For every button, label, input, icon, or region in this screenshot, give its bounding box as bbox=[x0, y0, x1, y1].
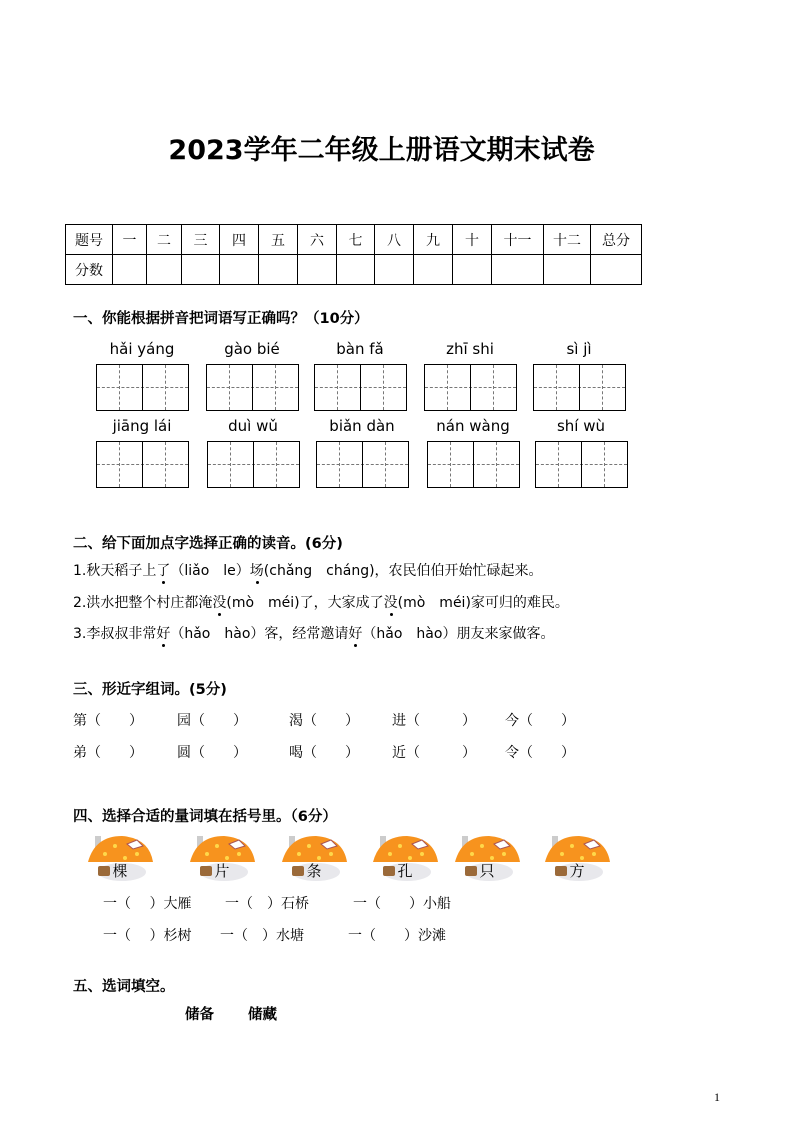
mushroom-card bbox=[452, 832, 522, 882]
word-blank[interactable]: 进（ ） bbox=[392, 713, 476, 729]
header-cell: 总分 bbox=[591, 225, 642, 255]
header-cell: 十二 bbox=[544, 225, 591, 255]
pinyin-label: zhī shi bbox=[446, 340, 494, 358]
word-blank[interactable]: 渴（ ） bbox=[289, 713, 359, 729]
score-cell[interactable] bbox=[337, 255, 375, 285]
writing-grid[interactable] bbox=[427, 441, 520, 488]
text: （liǎo le） bbox=[170, 563, 250, 579]
score-cell[interactable] bbox=[298, 255, 337, 285]
header-cell: 七 bbox=[337, 225, 375, 255]
measure-word: 条 bbox=[306, 862, 322, 880]
pinyin-label: nán wàng bbox=[436, 417, 510, 435]
score-row bbox=[66, 255, 642, 285]
header-cell: 九 bbox=[414, 225, 453, 255]
score-cell[interactable] bbox=[259, 255, 298, 285]
dotted-char: 没 bbox=[212, 595, 227, 611]
score-cell[interactable] bbox=[220, 255, 259, 285]
score-label: 分数 bbox=[66, 255, 113, 285]
header-cell: 二 bbox=[147, 225, 182, 255]
pinyin-label: gào bié bbox=[224, 340, 280, 358]
dotted-char: 好 bbox=[348, 626, 363, 642]
measure-word: 只 bbox=[479, 862, 495, 880]
text: (chǎng cháng)，农民伯伯开始忙碌起来。 bbox=[263, 563, 543, 579]
header-cell: 题号 bbox=[66, 225, 113, 255]
word-blank[interactable]: 令（ ） bbox=[505, 745, 575, 761]
score-cell[interactable] bbox=[492, 255, 544, 285]
word-blank[interactable]: 第（ ） bbox=[73, 713, 143, 729]
section1-heading: 一、你能根据拼音把词语写正确吗？（10分） bbox=[73, 311, 369, 327]
word-blank[interactable]: 近（ ） bbox=[392, 745, 476, 761]
dotted-char: 了 bbox=[156, 563, 171, 579]
writing-grid[interactable] bbox=[424, 364, 517, 411]
header-cell: 十一 bbox=[492, 225, 544, 255]
pinyin-label: jiāng lái bbox=[112, 417, 172, 435]
score-cell[interactable] bbox=[453, 255, 492, 285]
score-cell[interactable] bbox=[182, 255, 220, 285]
text: (mò méi)了，大家成了 bbox=[226, 595, 384, 611]
page-number: 1 bbox=[714, 1090, 720, 1104]
pinyin-label: hǎi yáng bbox=[109, 340, 175, 358]
text: 3.李叔叔非常 bbox=[73, 626, 157, 642]
header-cell: 五 bbox=[259, 225, 298, 255]
writing-grid[interactable] bbox=[533, 364, 626, 411]
measure-blank[interactable]: 一（ ）小船 bbox=[353, 896, 451, 912]
section2-heading: 二、给下面加点字选择正确的读音。(6分) bbox=[73, 536, 343, 552]
writing-grid[interactable] bbox=[316, 441, 409, 488]
mushroom-card bbox=[85, 832, 155, 882]
word-option: 储备 bbox=[185, 1007, 214, 1023]
mushroom-card bbox=[279, 832, 349, 882]
text: 1.秋天稻子上 bbox=[73, 563, 157, 579]
section5-heading: 五、选词填空。 bbox=[73, 979, 175, 995]
measure-blank[interactable]: 一（ ）沙滩 bbox=[348, 928, 446, 944]
measure-blank[interactable]: 一（ ）杉树 bbox=[103, 928, 192, 944]
word-blank[interactable]: 弟（ ） bbox=[73, 745, 143, 761]
header-cell: 六 bbox=[298, 225, 337, 255]
word-blank[interactable]: 圆（ ） bbox=[177, 745, 247, 761]
measure-word: 方 bbox=[569, 862, 585, 880]
pinyin-label: duì wǔ bbox=[228, 417, 278, 435]
page-title: 2023学年二年级上册语文期末试卷 bbox=[168, 135, 595, 166]
question-1 bbox=[73, 560, 543, 580]
score-cell[interactable] bbox=[544, 255, 591, 285]
measure-blank[interactable]: 一（ ）石桥 bbox=[225, 896, 309, 912]
dotted-char: 好 bbox=[156, 626, 171, 642]
writing-grid[interactable] bbox=[314, 364, 407, 411]
writing-grid[interactable] bbox=[96, 364, 189, 411]
measure-blank[interactable]: 一（ ）水塘 bbox=[220, 928, 304, 944]
dotted-char: 场 bbox=[249, 563, 264, 579]
writing-grid[interactable] bbox=[207, 441, 300, 488]
word-blank[interactable]: 园（ ） bbox=[177, 713, 247, 729]
pinyin-label: sì jì bbox=[566, 340, 592, 358]
measure-word: 片 bbox=[214, 862, 230, 880]
score-cell[interactable] bbox=[113, 255, 147, 285]
score-cell[interactable] bbox=[591, 255, 642, 285]
score-cell[interactable] bbox=[414, 255, 453, 285]
header-row bbox=[66, 225, 642, 255]
header-cell: 一 bbox=[113, 225, 147, 255]
score-cell[interactable] bbox=[375, 255, 414, 285]
section3-heading: 三、形近字组词。(5分) bbox=[73, 682, 227, 698]
pinyin-label: bàn fǎ bbox=[336, 340, 384, 358]
section4-heading: 四、选择合适的量词填在括号里。（6分） bbox=[73, 809, 337, 825]
text: 2.洪水把整个村庄都淹 bbox=[73, 595, 213, 611]
mushroom-card bbox=[187, 832, 257, 882]
word-option: 储藏 bbox=[248, 1007, 277, 1023]
score-cell[interactable] bbox=[147, 255, 182, 285]
dotted-char: 没 bbox=[383, 595, 398, 611]
header-cell: 三 bbox=[182, 225, 220, 255]
text: (mò méi)家可归的难民。 bbox=[397, 595, 569, 611]
question-2 bbox=[73, 592, 569, 612]
pinyin-label: biǎn dàn bbox=[329, 417, 395, 435]
mushroom-card bbox=[370, 832, 440, 882]
word-blank[interactable]: 喝（ ） bbox=[289, 745, 359, 761]
header-cell: 四 bbox=[220, 225, 259, 255]
measure-word: 棵 bbox=[112, 862, 128, 880]
header-cell: 八 bbox=[375, 225, 414, 255]
score-table bbox=[65, 224, 642, 285]
pinyin-label: shí wù bbox=[556, 417, 606, 435]
writing-grid[interactable] bbox=[96, 441, 189, 488]
measure-word: 孔 bbox=[397, 862, 413, 880]
text: （hǎo hào）朋友来家做客。 bbox=[362, 626, 555, 642]
mushroom-card bbox=[542, 832, 612, 882]
question-3 bbox=[73, 623, 554, 643]
header-cell: 十 bbox=[453, 225, 492, 255]
writing-grid[interactable] bbox=[206, 364, 299, 411]
text: （hǎo hào）客，经常邀请 bbox=[170, 626, 349, 642]
writing-grid[interactable] bbox=[535, 441, 628, 488]
measure-blank[interactable]: 一（ ）大雁 bbox=[103, 896, 192, 912]
word-blank[interactable]: 今（ ） bbox=[505, 713, 575, 729]
